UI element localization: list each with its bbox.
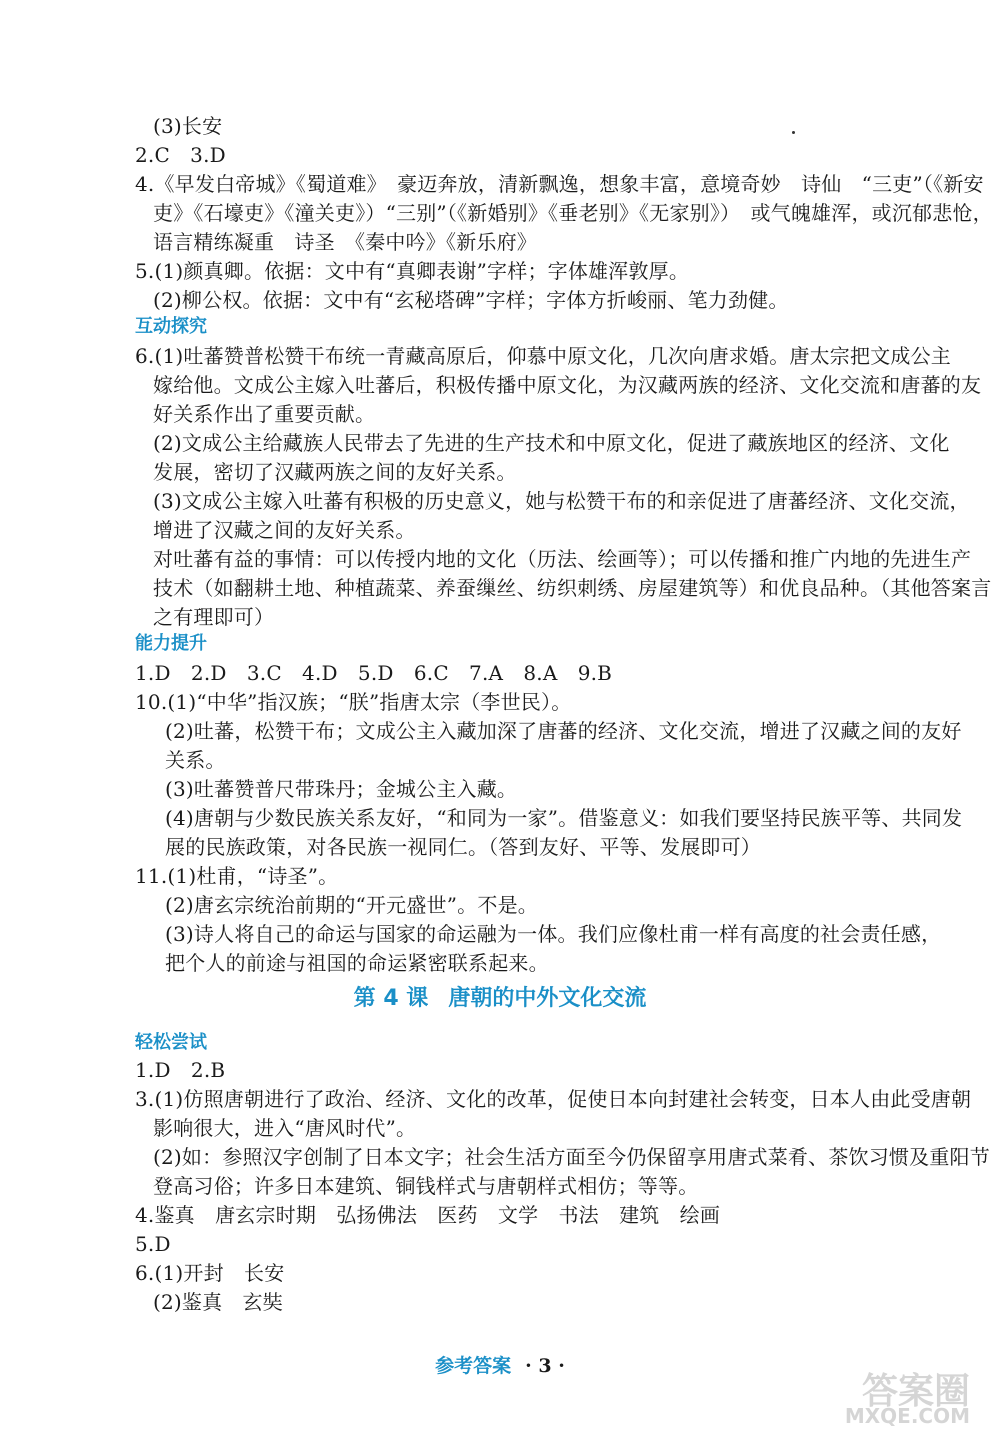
lesson-title — [0, 982, 1000, 1016]
answer-line: 技术（如翻耕土地、种植蔬菜、养蚕缫丝、纺织刺绣、房屋建筑等）和优良品种。（其他答案言 — [153, 576, 992, 600]
footer-label: 参考答案 — [435, 1355, 512, 1377]
answer-line: 影响很大，进入“唐风时代”。 — [153, 1116, 417, 1140]
answer-line: 增进了汉藏之间的友好关系。 — [153, 518, 416, 542]
answer-line: 嫁给他。文成公主嫁入吐蕃后，积极传播中原文化，为汉藏两族的经济、文化交流和唐蕃的友 — [153, 373, 982, 397]
lesson-name: 唐朝的中外文化交流 — [448, 986, 647, 1011]
answer-line: (2)柳公权。依据：文中有“玄秘塔碑”字样；字体方折峻丽、笔力劲健。 — [153, 288, 789, 312]
answer-line: (4)唐朝与少数民族关系友好，“和同为一家”。借鉴意义：如我们要坚持民族平等、共同发 — [165, 806, 963, 830]
answer-line: (2)如：参照汉字创制了日本文字；社会生活方面至今仍保留享用唐式菜肴、茶饮习惯及重阳节 — [153, 1145, 990, 1169]
stray-dot — [792, 131, 795, 134]
answer-line: 好关系作出了重要贡献。 — [153, 402, 376, 426]
answer-line: (3)吐蕃赞普尺带珠丹；金城公主入藏。 — [165, 777, 518, 801]
answer-line: (2)吐蕃，松赞干布；文成公主入藏加深了唐蕃的经济、文化交流，增进了汉藏之间的友好 — [165, 719, 962, 743]
answer-line: 10.(1)“中华”指汉族；“朕”指唐太宗（李世民）。 — [135, 690, 572, 714]
answer-line: 发展，密切了汉藏两族之间的友好关系。 — [153, 460, 517, 484]
watermark-url: MXQE.COM — [844, 1404, 970, 1428]
answer-line: 6.(1)吐蕃赞普松赞干布统一青藏高原后，仰慕中原文化，几次向唐求婚。唐太宗把文成公主 — [135, 344, 952, 368]
answer-line: 关系。 — [165, 748, 226, 772]
answer-line: (2)唐玄宗统治前期的“开元盛世”。不是。 — [165, 893, 538, 917]
answer-line: 登高习俗；许多日本建筑、铜钱样式与唐朝样式相仿；等等。 — [153, 1174, 699, 1198]
answer-line: 对吐蕃有益的事情：可以传授内地的文化（历法、绘画等）；可以传播和推广内地的先进生产 — [153, 547, 972, 571]
watermark-logo — [820, 1371, 970, 1428]
answer-line: 11.(1)杜甫，“诗圣”。 — [135, 864, 339, 888]
section-heading-ability: 能力提升 — [135, 633, 207, 654]
answer-line: (2)文成公主给藏族人民带去了先进的生产技术和中原文化，促进了藏族地区的经济、文化 — [153, 431, 950, 455]
answer-line: 之有理即可） — [153, 605, 275, 629]
answer-line: (2)鉴真 玄奘 — [153, 1290, 283, 1314]
answer-line: 语言精练凝重 诗圣 《秦中吟》《新乐府》 — [153, 230, 537, 254]
section-heading-interactive: 互动探究 — [135, 316, 207, 337]
answer-line: 4.鉴真 唐玄宗时期 弘扬佛法 医药 文学 书法 建筑 绘画 — [135, 1203, 721, 1227]
answer-line: 把个人的前途与祖国的命运紧密联系起来。 — [165, 951, 549, 975]
watermark-text: 答案圈 — [861, 1371, 970, 1412]
section-heading-easy-try: 轻松尝试 — [135, 1032, 207, 1053]
answer-line: 1.D 2.D 3.C 4.D 5.D 6.C 7.A 8.A 9.B — [135, 661, 613, 685]
answer-line: (3)长安 — [153, 114, 223, 138]
answer-line: 5.D — [135, 1232, 171, 1256]
answer-line: 展的民族政策，对各民族一视同仁。（答到友好、平等、发展即可） — [165, 835, 761, 859]
lesson-number: 第 4 课 — [353, 986, 429, 1011]
answer-line: 4.《早发白帝城》《蜀道难》 豪迈奔放，清新飘逸，想象丰富，意境奇妙 诗仙 “三吏”（《新安 — [135, 172, 984, 196]
answer-line: 吏》《石壕吏》《潼关吏》）“三别”（《新婚别》《垂老别》《无家别》） 或气魄雄浑，或沉郁悲怆， — [153, 201, 993, 225]
page-number: · 3 · — [525, 1355, 565, 1377]
answer-line: 2.C 3.D — [135, 143, 226, 167]
answer-line: 5.(1)颜真卿。依据：文中有“真卿表谢”字样；字体雄浑敦厚。 — [135, 259, 690, 283]
answer-line: 3.(1)仿照唐朝进行了政治、经济、文化的改革，促使日本向封建社会转变，日本人由此受唐朝 — [135, 1087, 972, 1111]
answer-line: 6.(1)开封 长安 — [135, 1261, 285, 1285]
answer-line: (3)诗人将自己的命运与国家的命运融为一体。我们应像杜甫一样有高度的社会责任感， — [165, 922, 942, 946]
answer-line: (3)文成公主嫁入吐蕃有积极的历史意义，她与松赞干布的和亲促进了唐蕃经济、文化交流， — [153, 489, 970, 513]
answer-line: 1.D 2.B — [135, 1058, 226, 1082]
